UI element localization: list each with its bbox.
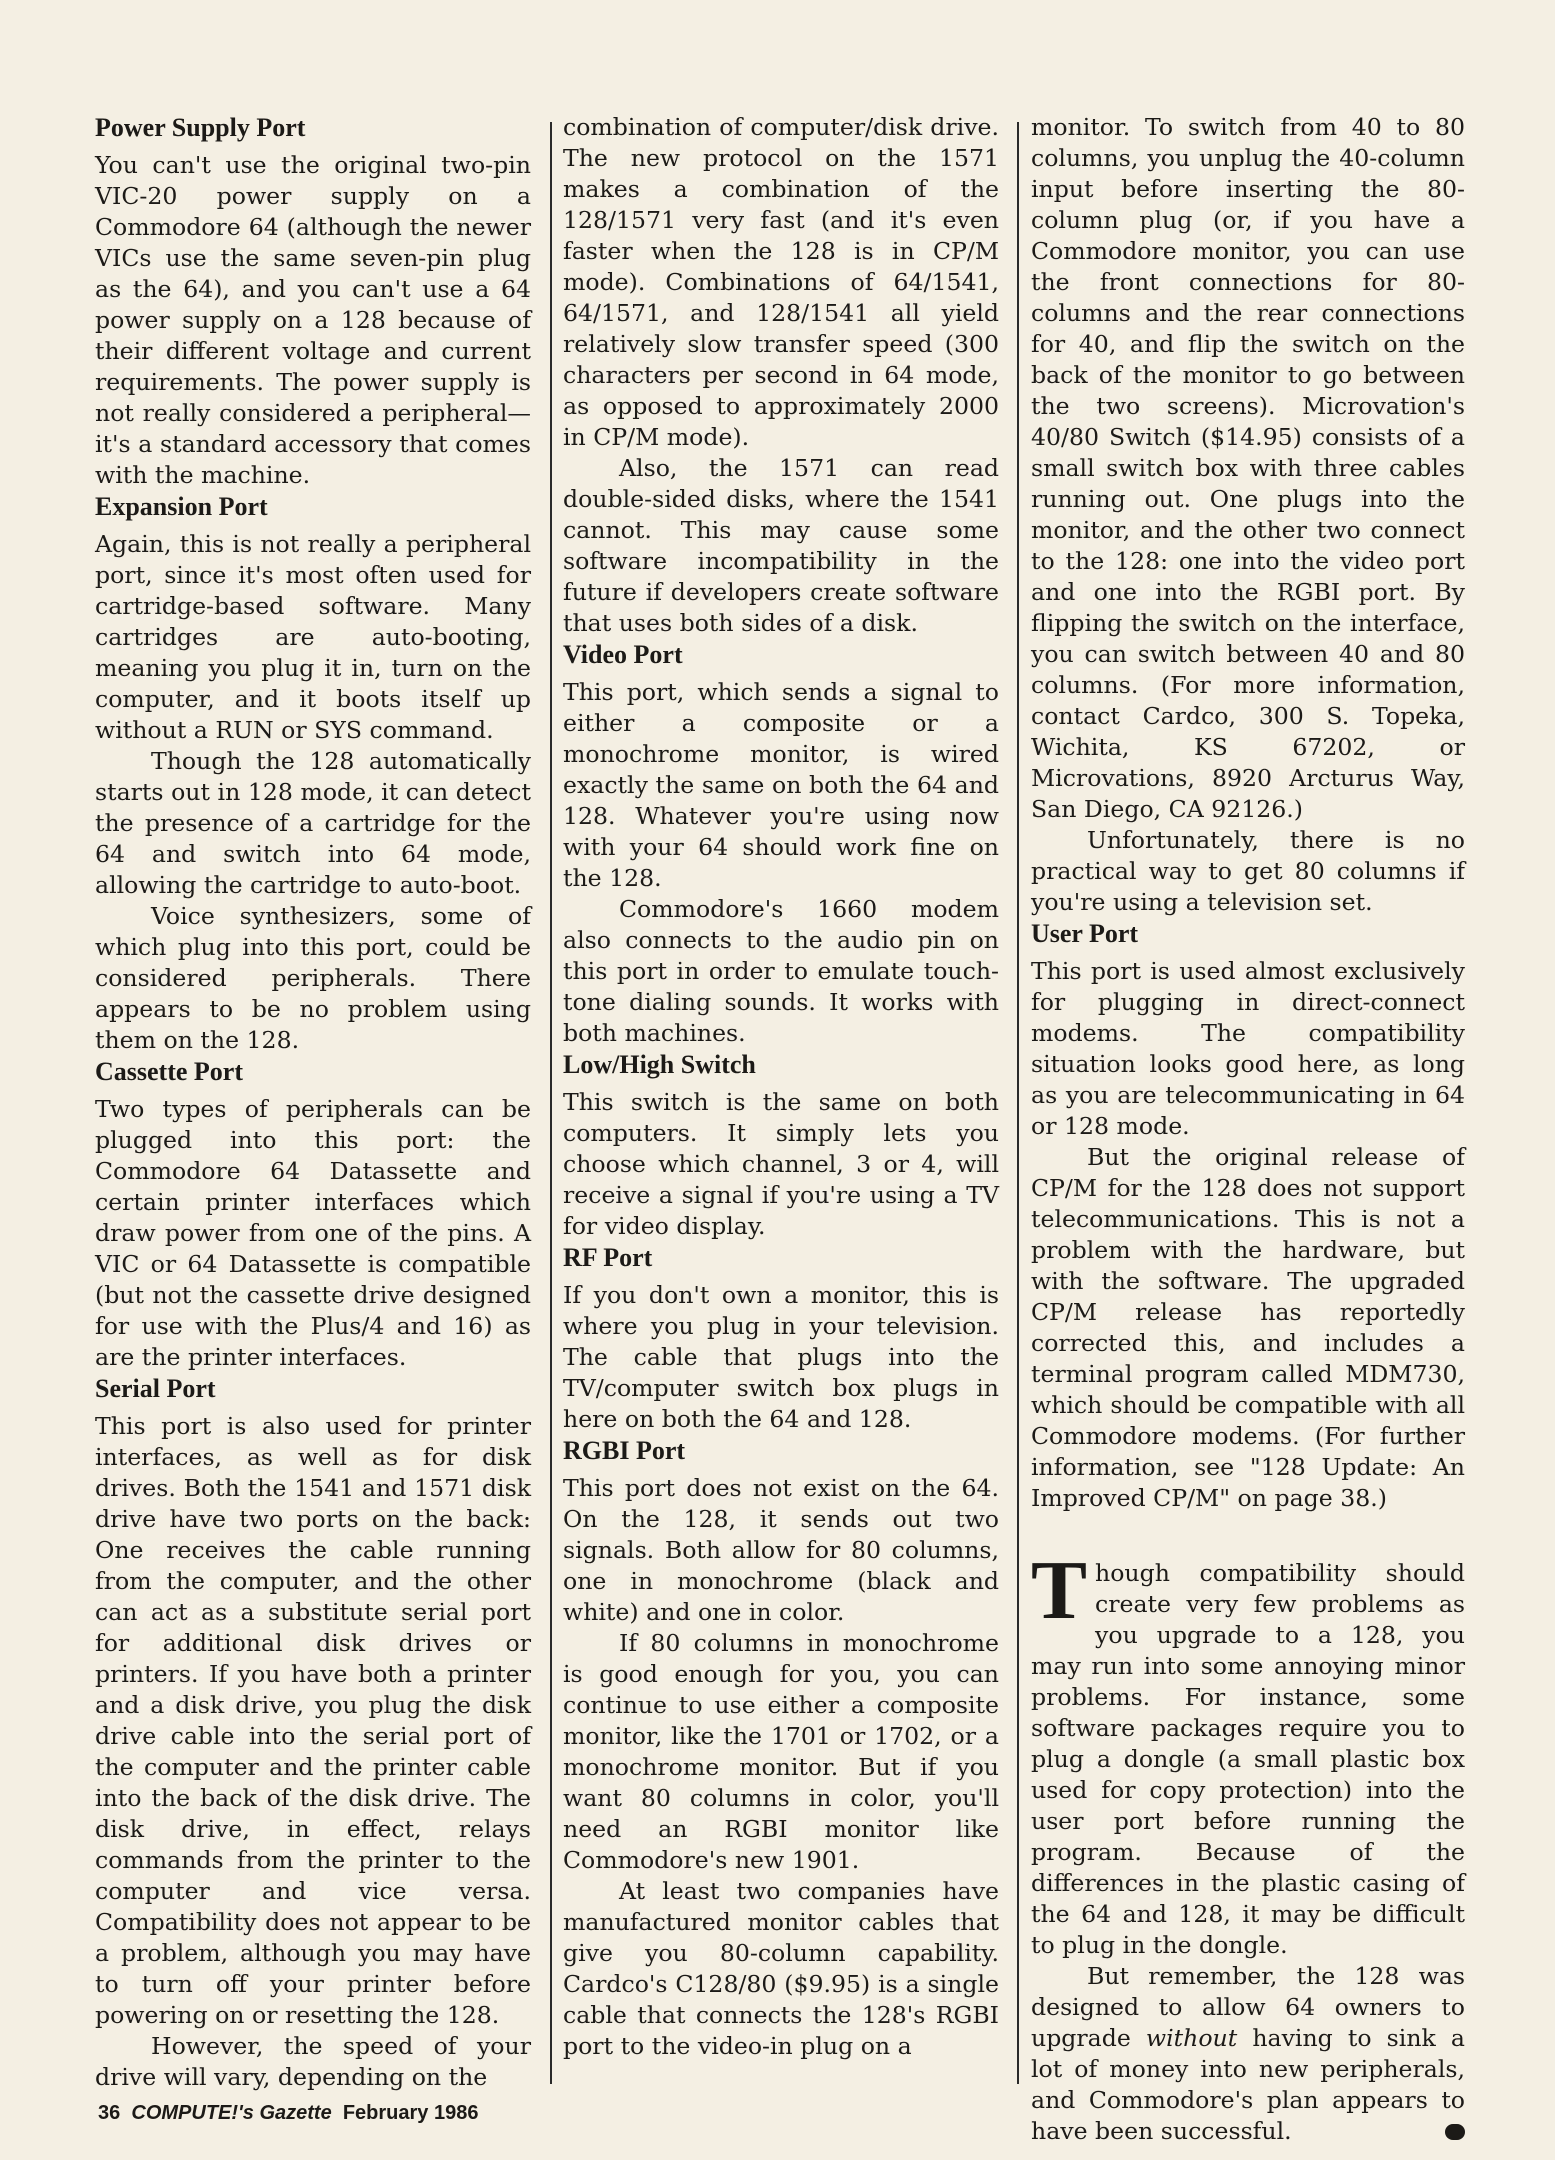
paragraph: If 80 columns in monochrome is good enough for you, you can continue to use either a composite monitor, like the 1701 or 1702, or a monochrome monitor. But if you want 80 columns in color, you'll need an RGBI monitor like Commodore's new 1901. [563,1629,999,1874]
paragraph: Also, the 1571 can read double-sided disks, where the 1541 cannot. This may cause some software incompatibility in the future if developers create software that uses both sides of a disk. [563,454,999,637]
paragraph: This port is used almost exclusively for plugging in direct-connect modems. The compatibility situation looks good here, as long as you are telecommunicating in 64 or 128 mode. [1031,957,1465,1140]
drop-cap: T [1031,1544,1088,1637]
heading-video-port: Video Port [563,640,683,669]
issue-date: February 1986 [342,2102,479,2124]
paragraph: Again, this is not really a peripheral port, since it's most often used for cartridge-based software. Many cartridges are auto-booting, meaning you plug it in, turn on the computer, and it boots itself up without a RUN or SYS command. [95,530,531,744]
closing-paragraph [1031,1544,1465,1961]
paragraph: This port is also used for printer interfaces, as well as for disk drives. Both the 1541 and 1571 disk drive have two ports on the back: One receives the cable running from the computer, and the other can act as a substitute serial port for additional disk drives or printers. If you have both a printer and a disk drive, you plug the disk drive cable into the serial port of the computer and the printer cable into the back of the disk drive. The disk drive, in effect, relays commands from the printer to the computer and vice versa. Compatibility does not appear to be a problem, although you may have to turn off your printer before powering on or resetting the 128. [95,1412,531,2029]
column-2 [563,112,999,2062]
heading-low-high-switch: Low/High Switch [563,1050,756,1079]
heading-rf-port: RF Port [563,1243,653,1272]
paragraph: You can't use the original two-pin VIC-20 power supply on a Commodore 64 (although the newer VICs use the same seven-pin plug as the 64), and you can't use a 64 power supply on a 128 because of their different voltage and current requirements. The power supply is not really considered a peripheral—it's a standard accessory that comes with the machine. [95,151,531,489]
paragraph: Unfortunately, there is no practical way to get 80 columns if you're using a television set. [1031,826,1465,916]
paragraph: monitor. To switch from 40 to 80 columns, you unplug the 40-column input before inserting the 80-column plug (or, if you have a Commodore monitor, you can use the front connections for 80-columns and the rear connections for 40, and flip the switch on the back of the monitor to go between the two screens). Microvation's 40/80 Switch ($14.95) consists of a small switch box with three cables running out. One plugs into the monitor, and the other two connect to the 128: one into the video port and one into the RGBI port. By flipping the switch on the interface, you can switch between 40 and 80 columns. (For more information, contact Cardco, 300 S. Topeka, Wichita, KS 67202, or Microvations, 8920 Arcturus Way, San Diego, CA 92126.) [1031,113,1465,823]
paragraph: Though the 128 automatically starts out in 128 mode, it can detect the presence of a cartridge for the 64 and switch into 64 mode, allowing the cartridge to auto-boot. [95,747,531,899]
paragraph: Commodore's 1660 modem also connects to the audio pin on this port in order to emulate touch-tone dialing sounds. It works with both machines. [563,895,999,1047]
heading-cassette-port: Cassette Port [95,1057,243,1086]
page-footer [98,2102,478,2125]
paragraph: This port, which sends a signal to either a composite or a monochrome monitor, is wired exactly the same on both the 64 and 128. Whatever you're using now with your 64 should work fine on the 128. [563,678,999,892]
end-mark-icon [1445,2124,1465,2140]
paragraph: However, the speed of your drive will vary, depending on the [95,2032,531,2091]
column-divider [1017,122,1019,2084]
column-1 [95,112,531,2093]
final-text-b: having to sink a lot of money into new peripherals, and Commodore's plan appears to have been successful. [1031,2024,1465,2145]
emphasis-without: without [1145,2024,1238,2052]
paragraph: Voice synthesizers, some of which plug into this port, could be considered peripherals. There appears to be no problem using them on the 128. [95,902,531,1054]
column-3 [1031,112,1465,2147]
paragraph: At least two companies have manufactured monitor cables that give you 80-column capability. Cardco's C128/80 ($9.95) is a single cable that connects the 128's RGBI port to the video-in plug on a [563,1877,999,2060]
paragraph: This port does not exist on the 64. On the 128, it sends out two signals. Both allow for 80 columns, one in monochrome (black and white) and one in color. [563,1474,999,1626]
heading-power-supply-port: Power Supply Port [95,113,306,142]
final-text-a: But remember, the 128 was designed to allow 64 owners to upgrade [1031,1962,1465,2052]
closing-text: hough compatibility should create very few problems as you upgrade to a 128, you may run into some annoying minor problems. For instance, some software packages require you to plug a dongle (a small plastic box used for copy protection) into the user port before running the program. Because of the differences in the plastic casing of the 64 and 128, it may be difficult to plug in the dongle. [1031,1559,1465,1959]
paragraph: Two types of peripherals can be plugged into this port: the Commodore 64 Datassette and certain printer interfaces which draw power from one of the pins. A VIC or 64 Datassette is compatible (but not the cassette drive designed for use with the Plus/4 and 16) as are the printer interfaces. [95,1095,531,1371]
heading-expansion-port: Expansion Port [95,492,268,521]
heading-rgbi-port: RGBI Port [563,1436,686,1465]
paragraph: If you don't own a monitor, this is where you plug in your television. The cable that plugs into the TV/computer switch box plugs in here on both the 64 and 128. [563,1281,999,1433]
section-spacer [1031,1514,1465,1558]
paragraph: combination of computer/disk drive. The new protocol on the 1571 makes a combination of the 128/1571 very fast (and it's even faster when the 128 is in CP/M mode). Combinations of 64/1541, 64/1571, and 128/1541 all yield relatively slow transfer speed (300 characters per second in 64 mode, as opposed to approximately 2000 in CP/M mode). [563,113,999,451]
paragraph: This switch is the same on both computers. It simply lets you choose which channel, 3 or 4, will receive a signal if you're using a TV for video display. [563,1088,999,1240]
heading-serial-port: Serial Port [95,1374,216,1403]
heading-user-port: User Port [1031,919,1139,948]
column-divider [550,122,552,2084]
page-number: 36 [98,2102,121,2124]
paragraph: But the original release of CP/M for the 128 does not support telecommunications. This is not a problem with the hardware, but with the software. The upgraded CP/M release has reportedly corrected this, and includes a terminal program called MDM730, which should be compatible with all Commodore modems. (For further information, see "128 Update: An Improved CP/M" on page 38.) [1031,1143,1465,1512]
final-paragraph [1031,1961,1465,2147]
magazine-name: COMPUTE!'s Gazette [131,2102,332,2124]
